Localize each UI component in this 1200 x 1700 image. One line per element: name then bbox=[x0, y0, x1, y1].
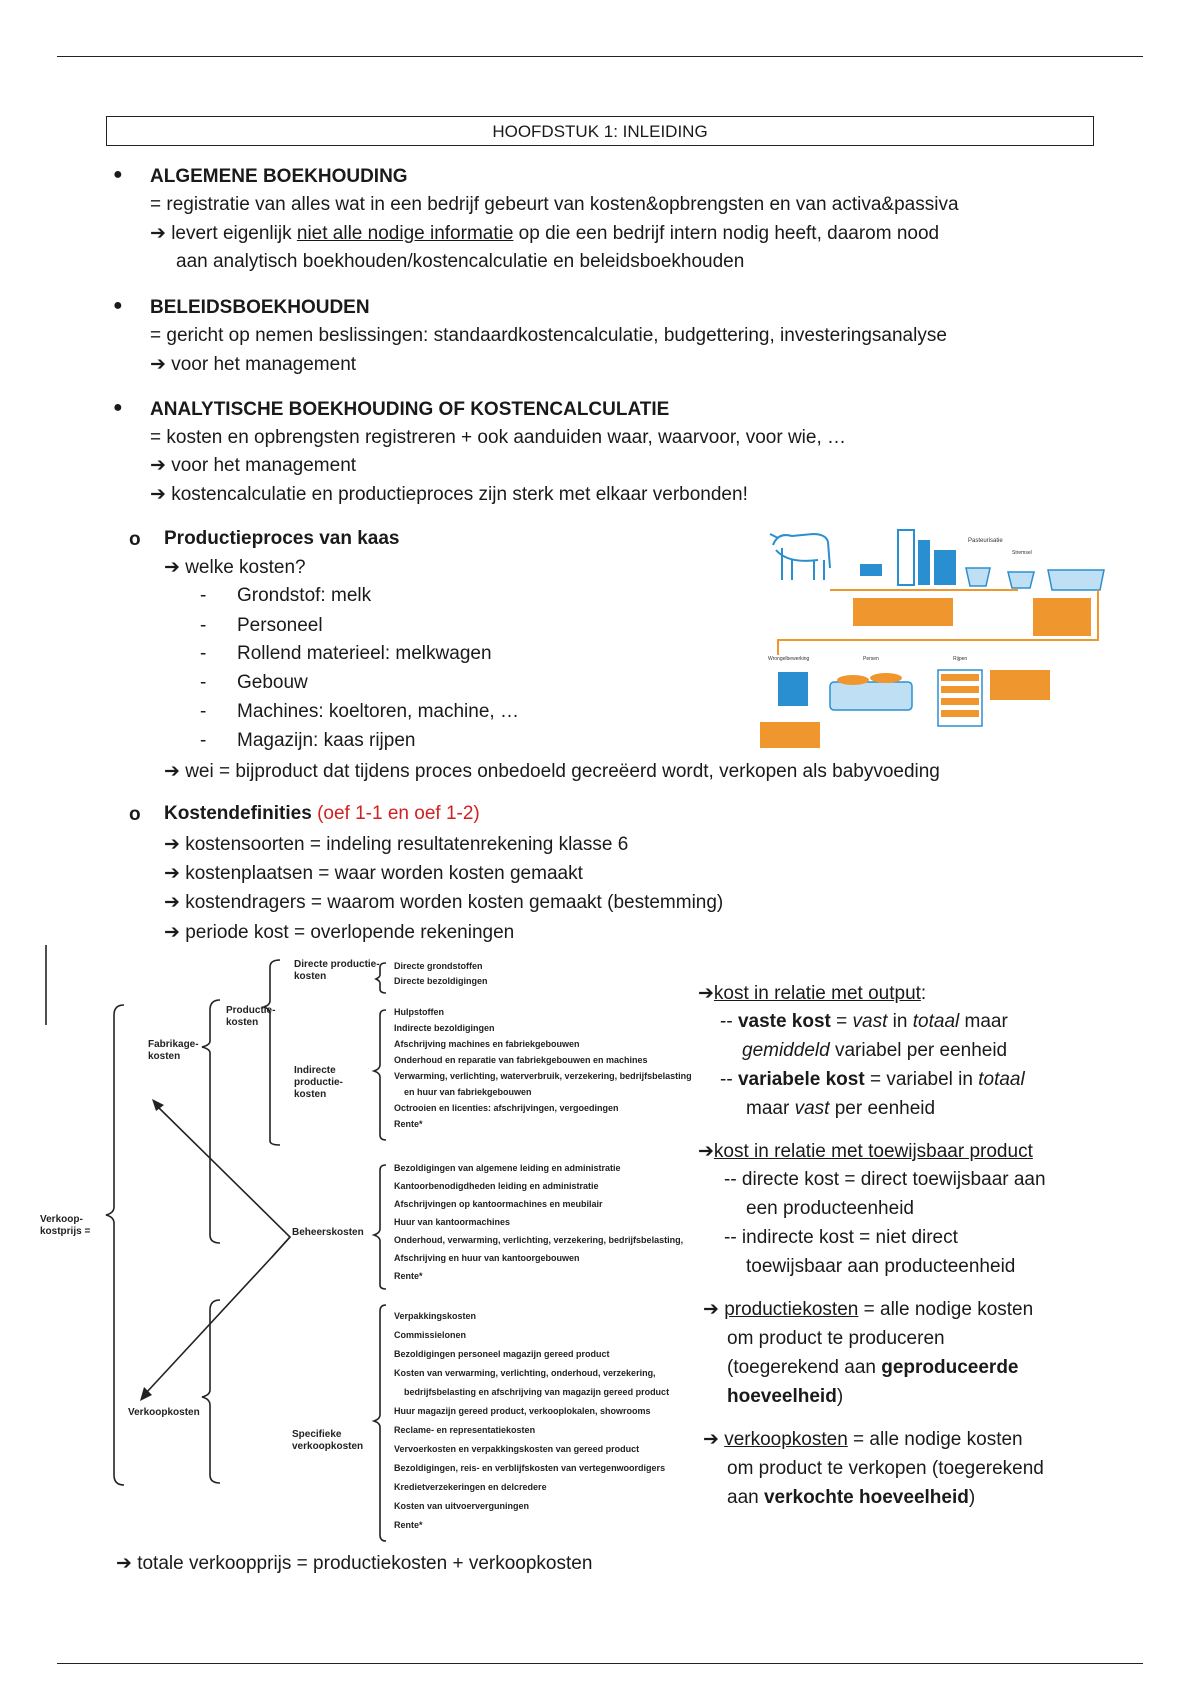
cheese-item: Gebouw bbox=[237, 672, 308, 693]
cheese-dash: - bbox=[200, 615, 207, 636]
cross-arrow bbox=[146, 1105, 290, 1393]
label-direct: Directe productie-kosten bbox=[294, 959, 380, 982]
cheese-dash: - bbox=[200, 672, 207, 693]
brace-sell bbox=[202, 1300, 220, 1483]
cheese-item: Grondstof: melk bbox=[237, 585, 372, 606]
variabele-kost-line2: maar vast per eenheid bbox=[746, 1098, 936, 1119]
product-heading: ➔kost in relatie met toewijsbaar product bbox=[698, 1141, 1033, 1162]
cheese-item: Rollend materieel: melkwagen bbox=[237, 643, 492, 664]
top-rule bbox=[57, 56, 1143, 57]
label-specifiek: Specifieke verkoopkosten bbox=[292, 1429, 364, 1452]
specifiek-cost-item: Bezoldigingen, reis- en verblijfskosten van vertegenwoordigers bbox=[394, 1463, 666, 1473]
directe-kost-line1: -- directe kost = direct toewijsbaar aan bbox=[724, 1169, 1046, 1190]
cheese-wheel-icon bbox=[870, 673, 902, 683]
productiekosten-line1: ➔ productiekosten = alle nodige kosten bbox=[703, 1299, 1034, 1320]
beheer-cost-item: Onderhoud, verwarming, verlichting, verzekering, bedrijfsbelasting, bbox=[394, 1235, 684, 1245]
curd-bath-icon bbox=[830, 682, 912, 710]
verkoopkosten-line1: ➔ verkoopkosten = alle nodige kosten bbox=[703, 1429, 1023, 1450]
indirect-cost-item: en huur van fabriekgebouwen bbox=[404, 1087, 532, 1097]
silo-icon bbox=[918, 540, 930, 585]
arrowhead-icon bbox=[152, 1099, 164, 1111]
chapter-title: HOOFDSTUK 1: INLEIDING bbox=[106, 116, 1094, 146]
cheese-dash: - bbox=[200, 701, 207, 722]
note-box bbox=[760, 722, 820, 748]
note-box bbox=[1033, 598, 1091, 636]
bullet-icon: ● bbox=[113, 297, 123, 314]
output-heading: ➔kost in relatie met output: bbox=[698, 983, 927, 1004]
brace-indirect bbox=[374, 1010, 386, 1140]
label-verkoop: Verkoopkosten bbox=[128, 1407, 200, 1418]
indirecte-kost-line1: -- indirecte kost = niet direct bbox=[724, 1227, 958, 1248]
direct-cost-item: Directe grondstoffen bbox=[394, 961, 483, 971]
cheese-dash: - bbox=[200, 643, 207, 664]
arrow-icon: ➔ bbox=[698, 983, 714, 1004]
vat-icon bbox=[1048, 570, 1104, 590]
cheese-item: Magazijn: kaas rijpen bbox=[237, 730, 416, 751]
specifiek-cost-item: Rente* bbox=[394, 1520, 423, 1530]
definition-line: ➔ kostenplaatsen = waar worden kosten gemaakt bbox=[164, 863, 583, 884]
arrow-icon: ➔ bbox=[703, 1299, 725, 1320]
arrow-icon: ➔ bbox=[150, 223, 172, 244]
note-box bbox=[853, 598, 953, 626]
variabele-kost-line1: -- variabele kost = variabel in totaal bbox=[720, 1069, 1025, 1090]
productiekosten-line2: om product te produceren bbox=[727, 1328, 945, 1349]
indirect-cost-item: Octrooien en licenties: afschrijvingen, vergoedingen bbox=[394, 1103, 619, 1113]
arrow-icon: ➔ bbox=[164, 834, 186, 855]
specifiek-cost-item: Bezoldigingen personeel magazijn gereed product bbox=[394, 1349, 610, 1359]
arrow-icon: ➔ bbox=[164, 761, 186, 782]
specifiek-cost-item: Vervoerkosten en verpakkingskosten van gereed product bbox=[394, 1444, 640, 1454]
cheese-dash: - bbox=[200, 585, 207, 606]
heading-analytic: ANALYTISCHE BOEKHOUDING OF KOSTENCALCULATIE bbox=[150, 399, 670, 420]
label-prod: Productie-kosten bbox=[226, 1005, 276, 1028]
arrow-icon: ➔ bbox=[703, 1429, 725, 1450]
bullet-icon: ● bbox=[113, 399, 123, 416]
brace-beheer bbox=[374, 1165, 386, 1289]
cheese-wheel-icon bbox=[837, 675, 869, 685]
brace-prod bbox=[264, 960, 280, 1145]
specifiek-cost-item: Huur magazijn gereed product, verkooplokalen, showrooms bbox=[394, 1406, 651, 1416]
arrow-icon: ➔ bbox=[698, 1141, 714, 1162]
definition-line: ➔ kostensoorten = indeling resultatenrekening klasse 6 bbox=[164, 834, 629, 855]
verkoopkosten-line2: om product te verkopen (toegerekend bbox=[727, 1458, 1044, 1479]
productiekosten-line3: (toegerekend aan geproduceerde bbox=[727, 1357, 1019, 1378]
cheese-item: Machines: koeltoren, machine, … bbox=[237, 701, 519, 722]
cheese-whey: ➔ wei = bijproduct dat tijdens proces onbedoeld gecreëerd wordt, verkopen als babyvoeding bbox=[164, 761, 940, 782]
analytic-line3: ➔ kostencalculatie en productieproces zijn sterk met elkaar verbonden! bbox=[150, 484, 748, 505]
label-pasteurize: Pasteurisatie bbox=[968, 538, 1003, 544]
indirect-cost-item: Rente* bbox=[394, 1119, 423, 1129]
press-icon bbox=[778, 672, 808, 706]
definitions-heading: Kostendefinities (oef 1-1 en oef 1-2) bbox=[164, 803, 480, 824]
bullet-icon: ● bbox=[113, 166, 123, 183]
analytic-line2: ➔ voor het management bbox=[150, 455, 357, 476]
specifiek-cost-item: bedrijfsbelasting en afschrijving van magazijn gereed product bbox=[404, 1387, 670, 1397]
directe-kost-line2: een producteenheid bbox=[746, 1198, 914, 1219]
indirect-cost-item: Verwarming, verlichting, waterverbruik, verzekering, bedrijfsbelasting bbox=[394, 1071, 692, 1081]
arrow-icon: ➔ bbox=[150, 484, 172, 505]
brace-fab bbox=[202, 1000, 220, 1243]
beheer-cost-item: Bezoldigingen van algemene leiding en administratie bbox=[394, 1163, 621, 1173]
direct-cost-item: Directe bezoldigingen bbox=[394, 976, 488, 986]
brace-total bbox=[106, 1005, 124, 1485]
heading-general: ALGEMENE BOEKHOUDING bbox=[150, 166, 408, 187]
cost-structure-diagram bbox=[40, 945, 700, 1545]
arrow-icon: ➔ bbox=[164, 922, 186, 943]
specifiek-cost-item: Reclame- en representatiekosten bbox=[394, 1425, 536, 1435]
ripening-rack-icon bbox=[938, 670, 982, 726]
beheer-cost-item: Afschrijving en huur van kantoorgebouwen bbox=[394, 1253, 580, 1263]
cow-icon bbox=[770, 534, 830, 580]
specifiek-cost-item: Kosten van verwarming, verlichting, onderhoud, verzekering, bbox=[394, 1368, 656, 1378]
arrow-icon: ➔ bbox=[150, 354, 172, 375]
note-box bbox=[990, 670, 1050, 700]
indirect-cost-item: Hulpstoffen bbox=[394, 1007, 444, 1017]
sub-bullet-icon: o bbox=[129, 529, 141, 550]
specifiek-cost-item: Commissielonen bbox=[394, 1330, 467, 1340]
silo-icon bbox=[898, 530, 914, 585]
brace-specifiek bbox=[374, 1305, 386, 1541]
arrow-icon: ➔ bbox=[164, 863, 186, 884]
policy-line1: = gericht op nemen beslissingen: standaardkostencalculatie, budgettering, investeringsanalyse bbox=[150, 325, 947, 346]
indirect-cost-item: Afschrijving machines en fabriekgebouwen bbox=[394, 1039, 580, 1049]
sub-bullet-icon: o bbox=[129, 804, 141, 825]
milk-truck-icon bbox=[860, 564, 882, 576]
arrow-icon: ➔ bbox=[150, 455, 172, 476]
vat-icon bbox=[966, 568, 990, 586]
indirect-cost-item: Indirecte bezoldigingen bbox=[394, 1023, 495, 1033]
specifiek-cost-item: Kosten van uitvoerverguningen bbox=[394, 1501, 530, 1511]
label-cool: Stremsel bbox=[1012, 550, 1032, 556]
indirecte-kost-line2: toewijsbaar aan producteenheid bbox=[746, 1256, 1016, 1277]
indirect-cost-item: Onderhoud en reparatie van fabriekgebouwen en machines bbox=[394, 1055, 648, 1065]
beheer-cost-item: Rente* bbox=[394, 1271, 423, 1281]
label-shape: Persen bbox=[863, 656, 879, 662]
label-press: Wrongelbewerking bbox=[768, 656, 810, 662]
label-beheer: Beheerskosten bbox=[292, 1227, 364, 1238]
vaste-kost-line1: -- vaste kost = vast in totaal maar bbox=[720, 1011, 1008, 1032]
cheese-process-illustration bbox=[758, 520, 1118, 755]
policy-line2: ➔ voor het management bbox=[150, 354, 357, 375]
label-ripen: Rijpen bbox=[953, 656, 968, 662]
total-price-line: ➔ totale verkoopprijs = productiekosten + verkoopkosten bbox=[116, 1553, 593, 1574]
label-root: Verkoop-kostprijs = bbox=[40, 1214, 91, 1237]
beheer-cost-item: Afschrijvingen op kantoormachines en meubilair bbox=[394, 1199, 603, 1209]
productiekosten-line4: hoeveelheid) bbox=[727, 1386, 844, 1407]
analytic-line1: = kosten en opbrengsten registreren + ook aanduiden waar, waarvoor, voor wie, … bbox=[150, 427, 847, 448]
definition-line: ➔ kostendragers = waarom worden kosten gemaakt (bestemming) bbox=[164, 892, 724, 913]
general-line2: ➔ levert eigenlijk niet alle nodige informatie op die een bedrijf intern nodig heeft, daarom nood bbox=[150, 223, 940, 244]
label-fab: Fabrikage-kosten bbox=[148, 1039, 199, 1062]
cheese-question: ➔ welke kosten? bbox=[164, 557, 306, 578]
specifiek-cost-item: Verpakkingskosten bbox=[394, 1311, 477, 1321]
specifiek-cost-item: Kredietverzekeringen en delcredere bbox=[394, 1482, 547, 1492]
general-line3: aan analytisch boekhouden/kostencalculatie en beleidsboekhouden bbox=[176, 251, 745, 272]
verkoopkosten-line3: aan verkochte hoeveelheid) bbox=[727, 1487, 976, 1508]
beheer-cost-item: Kantoorbenodigdheden leiding en administratie bbox=[394, 1181, 599, 1191]
arrow-icon: ➔ bbox=[116, 1553, 138, 1574]
definition-line: ➔ periode kost = overlopende rekeningen bbox=[164, 922, 515, 943]
arrow-icon: ➔ bbox=[164, 557, 186, 578]
cheese-item: Personeel bbox=[237, 615, 323, 636]
cross-arrow bbox=[272, 1237, 290, 1257]
heading-cheese: Productieproces van kaas bbox=[164, 528, 400, 549]
label-indirect: Indirecte productie-kosten bbox=[294, 1065, 343, 1100]
general-line1: = registratie van alles wat in een bedrijf gebeurt van kosten&opbrengsten en van activa&passiva bbox=[150, 194, 959, 215]
arrow-icon: ➔ bbox=[164, 892, 186, 913]
heading-policy: BELEIDSBOEKHOUDEN bbox=[150, 297, 370, 318]
bottom-rule bbox=[57, 1663, 1143, 1664]
vaste-kost-line2: gemiddeld variabel per eenheid bbox=[742, 1040, 1008, 1061]
vat-icon bbox=[1008, 572, 1034, 588]
cheese-dash: - bbox=[200, 730, 207, 751]
beheer-cost-item: Huur van kantoormachines bbox=[394, 1217, 511, 1227]
factory-icon bbox=[934, 550, 956, 585]
